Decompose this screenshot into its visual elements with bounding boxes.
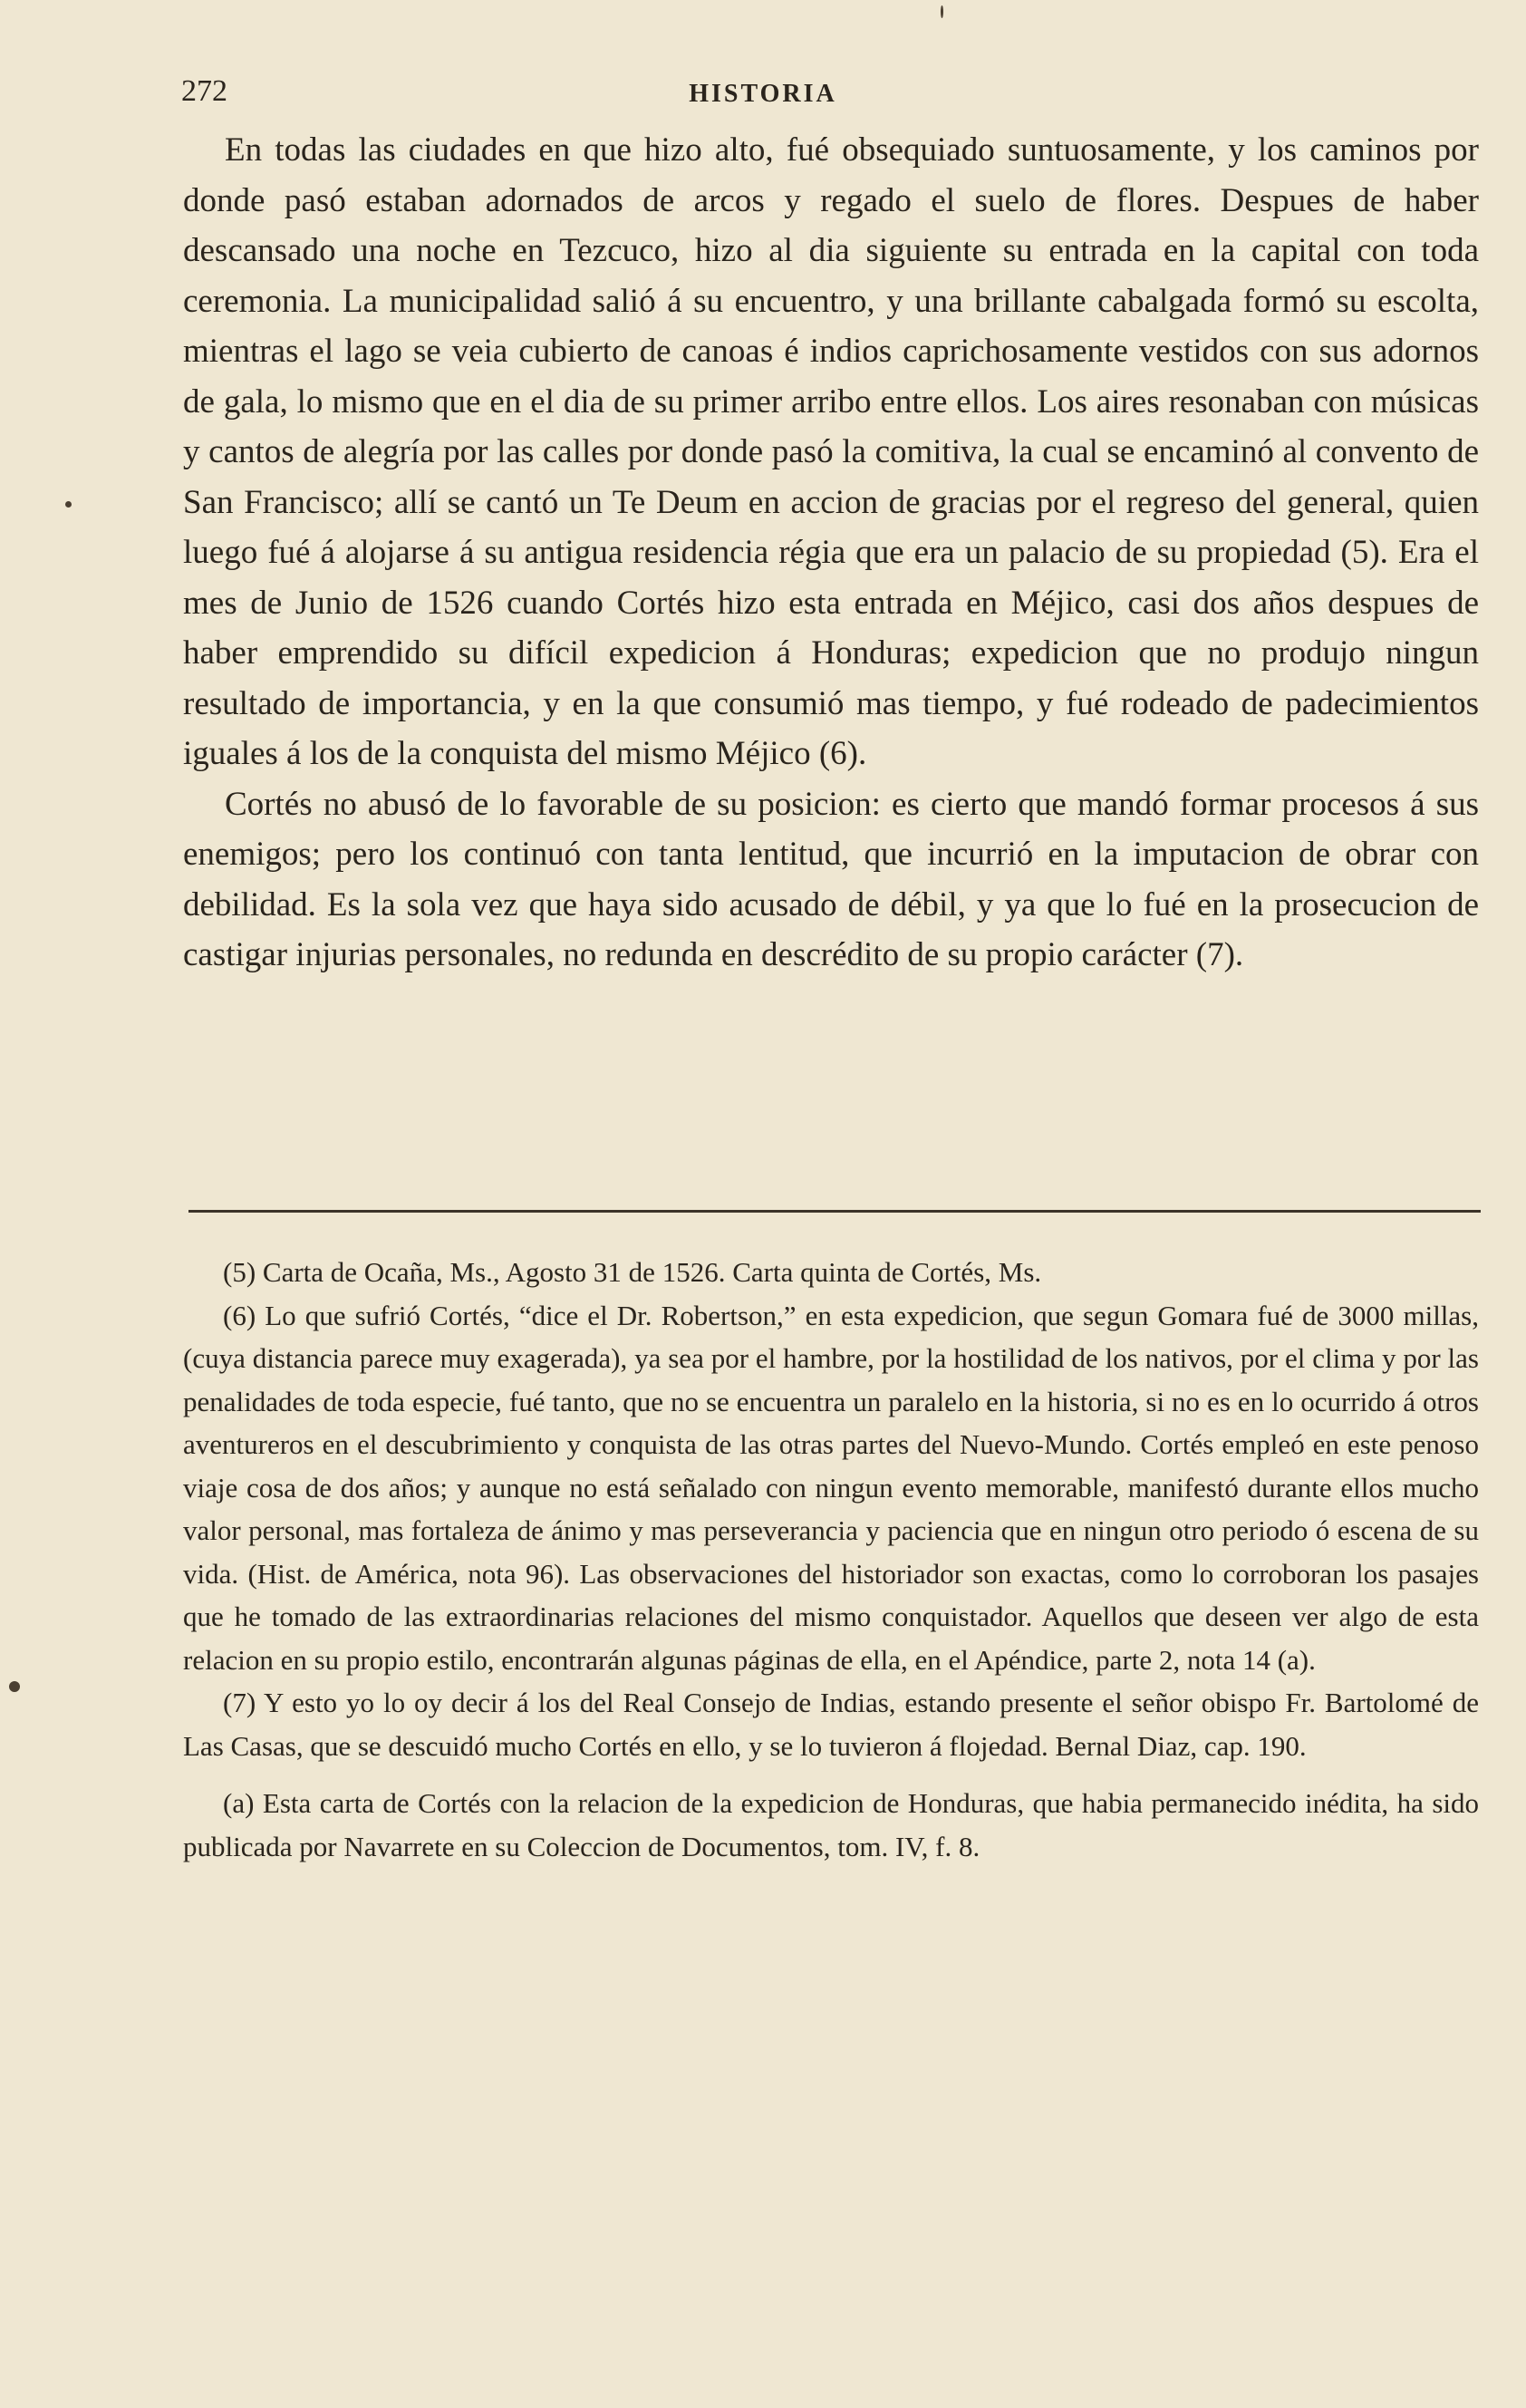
footnote-5: (5) Carta de Ocaña, Ms., Agosto 31 de 1526. Carta quinta de Cortés, Ms.	[223, 1256, 1042, 1288]
page-header	[0, 74, 1526, 111]
print-speck	[941, 5, 943, 18]
footnote-6: (6) Lo que sufrió Cortés, “dice el Dr. Robertson,” en esta expedicion, que segun Gomara fué de 3000 millas, (cuya distancia parece muy exagerada), ya sea por el hambre, por la hostilidad de los nativos, por el clima y por las penalidades de toda especie, fué tanto, que no se encuentra un paralelo en la historia, si no es en lo ocurrido á otros aventureros en el descubrimiento y conquista de las otras partes del Nuevo-Mundo. Cortés empleó en este penoso viaje cosa de dos años; y aunque no está señalado con ningun evento memorable, manifestó durante ellos mucho valor personal, mas fortaleza de ánimo y mas perseverancia y paciencia que en ningun otro periodo ó escena de su vida. (Hist. de América, nota 96). Las observaciones del historiador son exactas, como lo corroboran los pasajes que he tomado de las extraordinarias relaciones del mismo conquistador. Aquellos que deseen ver algo de esta relacion en su propio estilo, encontrarán algunas páginas de ella, en el Apéndice, parte 2, nota 14 (a).	[183, 1299, 1479, 1676]
paragraph: En todas las ciudades en que hizo alto, fué obsequiado suntuosamente, y los caminos por donde pasó estaban adornados de arcos y regado el suelo de flores. Despues de haber descansado una noche en Tezcuco, hizo al dia siguiente su entrada en la capital con toda ceremonia. La municipalidad salió á su encuentro, y una brillante cabalgada formó su escolta, mientras el lago se veia cubierto de canoas é indios caprichosamente vestidos con sus adornos de gala, lo mismo que en el dia de su primer arribo entre ellos. Los aires resonaban con músicas y cantos de alegría por las calles por donde pasó la comitiva, la cual se encaminó al convento de San Francisco; allí se cantó un Te Deum en accion de gracias por el regreso del general, quien luego fué á alojarse á su antigua residencia régia que era un palacio de su propiedad (5). Era el mes de Junio de 1526 cuando Cortés hizo esta entrada en Méjico, casi dos años despues de haber emprendido su difícil expedicion á Honduras; expedicion que no produjo ningun resultado de importancia, y en la que consumió mas tiempo, y fué rodeado de padecimientos iguales á los de la conquista del mismo Méjico (6).	[183, 131, 1479, 772]
footnote-7: (7) Y esto yo lo oy decir á los del Real Consejo de Indias, estando presente el señor obispo Fr. Bartolomé de Las Casas, que se descuidó mucho Cortés en ello, y se lo tuvieron á flojedad. Bernal Diaz, cap. 190.	[183, 1687, 1479, 1762]
footnote-divider	[188, 1210, 1481, 1213]
footnote-a: (a) Esta carta de Cortés con la relacion de la expedicion de Honduras, que habia permanecido inédita, ha sido publicada por Navarrete en su Coleccion de Documentos, tom. IV, f. 8.	[183, 1787, 1479, 1862]
running-head: HISTORIA	[689, 80, 837, 108]
print-speck	[65, 501, 72, 508]
print-speck	[9, 1681, 20, 1692]
footnotes	[183, 1251, 1479, 1868]
paragraph: Cortés no abusó de lo favorable de su posicion: es cierto que mandó formar procesos á sus enemigos; pero los continuó con tanta lentitud, que incurrió en la imputacion de obrar con debilidad. Es la sola vez que haya sido acusado de débil, y ya que lo fué en la prosecucion de castigar injurias personales, no redunda en descrédito de su propio carácter (7).	[183, 785, 1479, 973]
main-text	[183, 125, 1479, 981]
page-number: 272	[181, 74, 227, 108]
